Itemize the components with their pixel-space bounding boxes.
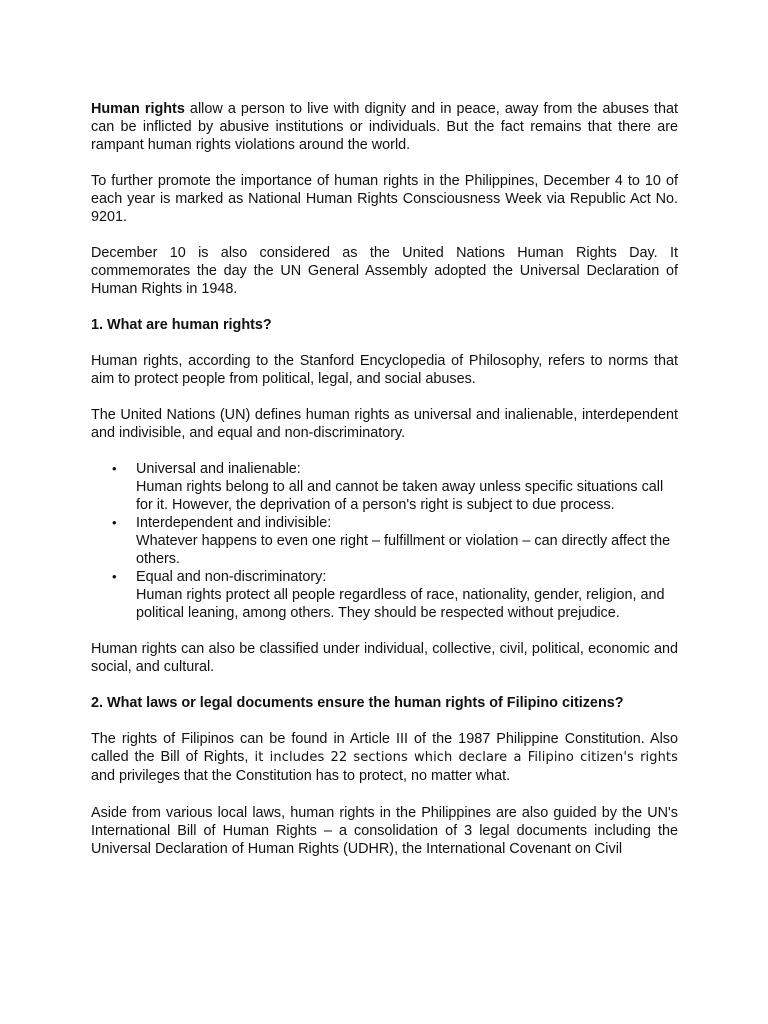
bullet-marker: •: [112, 461, 117, 476]
un-definition-paragraph: The United Nations (UN) defines human rights as universal and inalienable, interdependent and indivisible, and equal and non-discriminatory.: [91, 407, 678, 441]
list-item-body: Whatever happens to even one right – fulfillment or violation – can directly affect the others.: [136, 533, 671, 567]
list-item: [91, 460, 678, 514]
article-iii-paragraph: [91, 730, 678, 786]
list-item: [91, 514, 678, 568]
consciousness-week-paragraph: To further promote the importance of human rights in the Philippines, December 4 to 10 of each year is marked as National Human Rights Consciousness Week via Republic Act No. 9201.: [91, 173, 678, 225]
bullet-marker: •: [112, 569, 117, 584]
document-body: [91, 100, 678, 858]
intro-lead: Human rights: [91, 101, 185, 117]
list-item-title: Universal and inalienable:: [136, 461, 301, 477]
article-iii-text-1: The rights of Filipinos can be found in Article III of the 1987 Philippine Constitution. Also called the Bill of Rights,: [91, 731, 678, 766]
bullet-marker: •: [112, 515, 117, 530]
intro-text: allow a person to live with dignity and in peace, away from the abuses that can be inflicted by abusive institutions or individuals. But the fact remains that there are rampant human rights violations around the world.: [91, 101, 678, 153]
rights-characteristics-list: [91, 460, 678, 622]
human-rights-day-paragraph: December 10 is also considered as the United Nations Human Rights Day. It commemorates the day the UN General Assembly adopted the Universal Declaration of Human Rights in 1948.: [91, 245, 678, 297]
classification-paragraph: Human rights can also be classified under individual, collective, civil, political, economic and social, and cultural.: [91, 641, 678, 675]
stanford-definition-paragraph: Human rights, according to the Stanford Encyclopedia of Philosophy, refers to norms that aim to protect people from political, legal, and social abuses.: [91, 353, 678, 387]
list-item-body: Human rights protect all people regardless of race, nationality, gender, religion, and political leaning, among others. They should be respected without prejudice.: [136, 587, 665, 621]
list-item: [91, 568, 678, 622]
section-heading-1: 1. What are human rights?: [91, 317, 272, 333]
list-item-title: Equal and non-discriminatory:: [136, 569, 327, 585]
list-item-body: Human rights belong to all and cannot be taken away unless specific situations call for it. However, the deprivation of a person's right is subject to due process.: [136, 479, 664, 513]
section-heading-2: 2. What laws or legal documents ensure the human rights of Filipino citizens?: [91, 695, 624, 711]
article-iii-text-2: it includes 22 sections which declare a Filipino citizen's rights: [248, 750, 678, 766]
list-item-title: Interdependent and indivisible:: [136, 515, 332, 531]
article-iii-text-3: and privileges that the Constitution has to protect, no matter what.: [91, 768, 511, 785]
local-laws-paragraph: Aside from various local laws, human rights in the Philippines are also guided by the UN's International Bill of Human Rights – a consolidation of 3 legal documents including the Universal Declaration of Human Rights (UDHR), the International Covenant on Civil: [91, 804, 678, 857]
intro-paragraph: [91, 100, 678, 154]
